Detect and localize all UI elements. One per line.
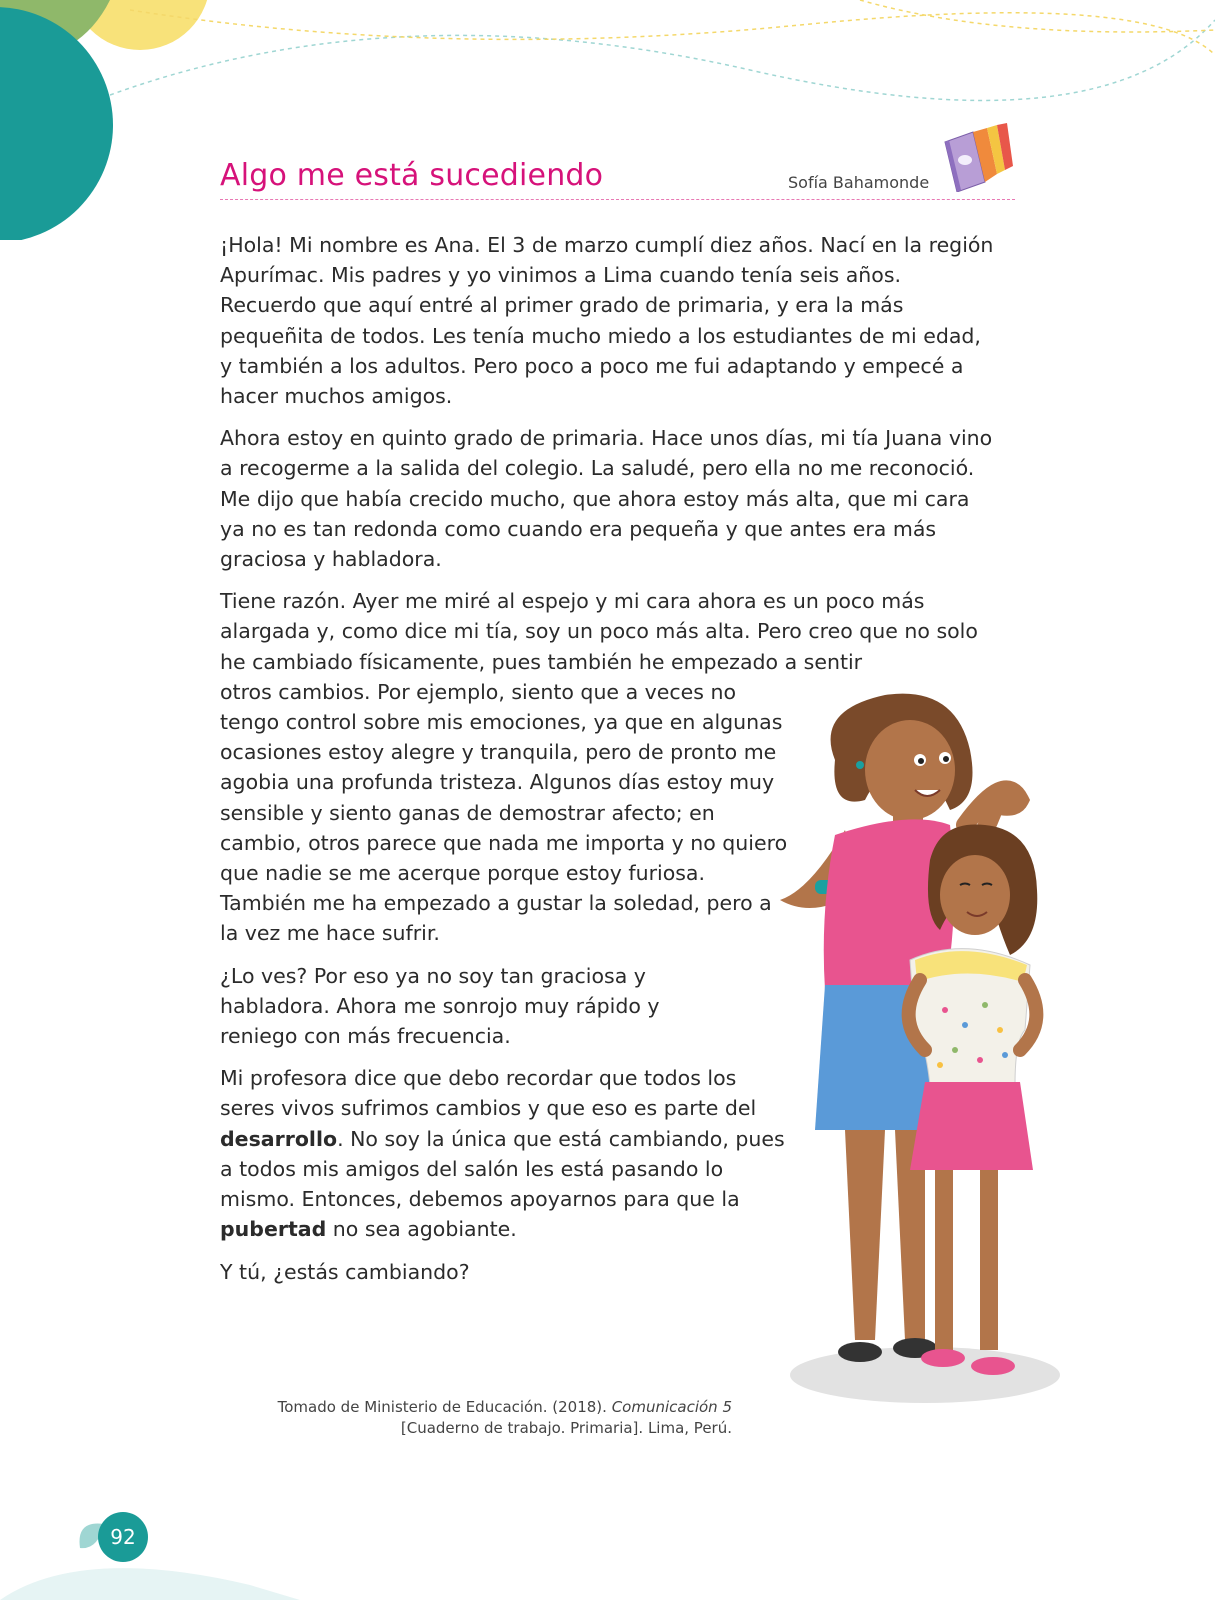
book-title: Comunicación 5 bbox=[611, 1398, 732, 1416]
source-citation: Tomado de Ministerio de Educación. (2018). Comunicación 5 [Cuaderno de trabajo. Primaria]. Lima, Perú. bbox=[277, 1398, 732, 1437]
bottom-wave-decoration bbox=[0, 1555, 400, 1600]
closing-question: Y tú, ¿estás cambiando? bbox=[220, 1259, 470, 1284]
paragraph: Ahora estoy en quinto grado de primaria. Hace unos días, mi tía Juana vino a recogerme a la salida del colegio. La saludé, pero ella no me reconoció. Me dijo que había crecido mucho, que ahora estoy más alta, que mi cara ya no es tan redonda como cuando era pequeña y que antes era más graciosa y habladora. bbox=[220, 426, 993, 572]
paragraph: Mi profesora dice que debo recordar que todos los seres vivos sufrimos cambios y que eso es parte del desarrollo. No soy la única que está cambiando, pues a todos mis amigos del salón les está pasando lo mismo. Entonces, debemos apoyarnos para que la pubertad no sea agobiante. bbox=[220, 1066, 785, 1242]
keyword-desarrollo: desarrollo bbox=[220, 1126, 338, 1151]
page-title: Algo me está sucediendo bbox=[220, 158, 604, 193]
title-row bbox=[220, 150, 1015, 210]
title-divider bbox=[220, 199, 1015, 200]
paragraph: Tiene razón. Ayer me miré al espejo y mi cara ahora es un poco más alargada y, como dice mi tía, soy un poco más alta. Pero creo que no solo he cambiado físicamente, pues también he empezado a sentir bbox=[220, 589, 978, 674]
keyword-pubertad: pubertad bbox=[220, 1217, 327, 1242]
books-icon bbox=[935, 122, 1015, 192]
page-number: 92 bbox=[98, 1512, 148, 1562]
author-name: Sofía Bahamonde bbox=[788, 173, 930, 192]
paragraph: ¿Lo ves? Por eso ya no soy tan graciosa y habladora. Ahora me sonrojo muy rápido y reniego con más frecuencia. bbox=[220, 963, 660, 1049]
illustration-aunt-and-girl bbox=[775, 690, 1075, 1410]
paragraph: otros cambios. Por ejemplo, siento que a veces no tengo control sobre mis emociones, ya que en algunas ocasiones estoy alegre y tranquila, pero de pronto me agobia una profunda tristeza. Algunos días estoy muy sensible y siento ganas de demostrar afecto; en cambio, otros parece que nada me importa y no quiero que nadie se me acerque porque estoy furiosa. También me ha empezado a gustar la soledad, pero a la vez me hace sufrir. bbox=[220, 679, 788, 946]
story-text bbox=[220, 230, 994, 1299]
paragraph: ¡Hola! Mi nombre es Ana. El 3 de marzo cumplí diez años. Nací en la región Apurímac. Mis padres y yo vinimos a Lima cuando tenía seis años. Recuerdo que aquí entré al primer grado de primaria, y era la más pequeñita de todos. Les tenía mucho miedo a los estudiantes de mi edad, y también a los adultos. Pero poco a poco me fui adaptando y empecé a hacer muchos amigos. bbox=[220, 233, 994, 409]
